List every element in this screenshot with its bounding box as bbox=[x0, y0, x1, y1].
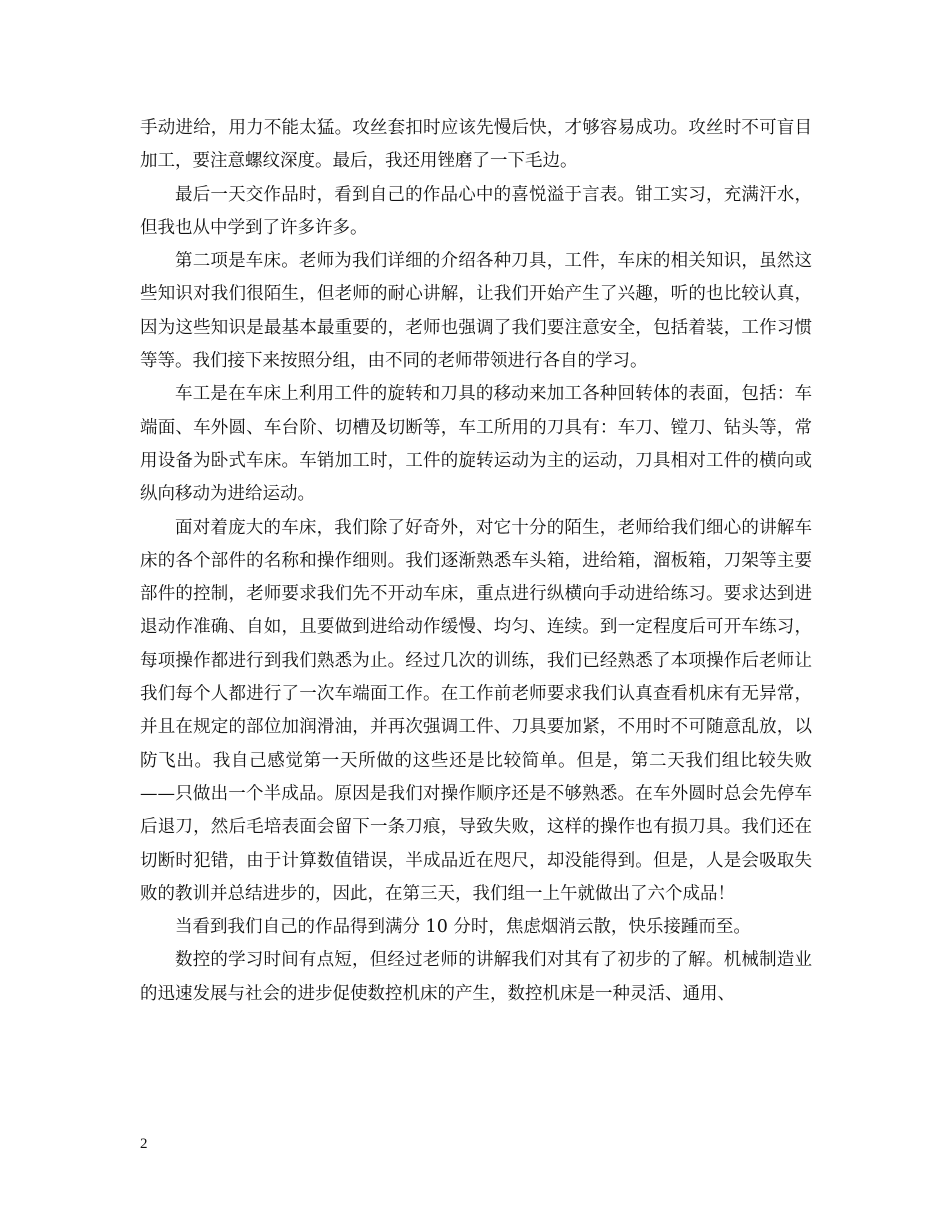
paragraph: 车工是在车床上利用工件的旋转和刀具的移动来加工各种回转体的表面，包括：车端面、车外圆、车台阶、切槽及切断等，车工所用的刀具有：车刀、镗刀、钻头等，常用设备为卧式车床。车销加工时，工件的旋转运动为主的运动，刀具相对工件的横向或纵向移动为进给运动。 bbox=[140, 384, 812, 505]
paragraph-continued: 手动进给，用力不能太猛。攻丝套扣时应该先慢后快，才够容易成功。攻丝时不可盲目加工，要注意螺纹深度。最后，我还用锉磨了一下毛边。 bbox=[140, 118, 812, 172]
paragraph: 数控的学习时间有点短，但经过老师的讲解我们对其有了初步的了解。机械制造业的迅速发展与社会的进步促使数控机床的产生，数控机床是一种灵活、通用、 bbox=[140, 950, 812, 1004]
paragraph: 第二项是车床。老师为我们详细的介绍各种刀具，工件，车床的相关知识，虽然这些知识对我们很陌生，但老师的耐心讲解，让我们开始产生了兴趣，听的也比较认真，因为这些知识是最基本最重要的，老师也强调了我们要注意安全，包括着装，工作习惯等等。我们接下来按照分组，由不同的老师带领进行各自的学习。 bbox=[140, 251, 812, 372]
page-number: 2 bbox=[140, 1136, 148, 1152]
paragraph: 当看到我们自己的作品得到满分 10 分时，焦虑烟消云散，快乐接踵而至。 bbox=[175, 917, 751, 938]
paragraph: 最后一天交作品时，看到自己的作品心中的喜悦溢于言表。钳工实习，充满汗水，但我也从中学到了许多许多。 bbox=[140, 184, 812, 238]
paragraph: 面对着庞大的车床，我们除了好奇外，对它十分的陌生，老师给我们细心的讲解车床的各个部件的名称和操作细则。我们逐渐熟悉车头箱，进给箱，溜板箱，刀架等主要部件的控制，老师要求我们先不开动车床，重点进行纵横向手动进给练习。要求达到进退动作准确、自如，且要做到进给动作缓慢、均匀、连续。到一定程度后可开车练习，每项操作都进行到我们熟悉为止。经过几次的训练，我们已经熟悉了本项操作后老师让我们每个人都进行了一次车端面工作。在工作前老师要求我们认真查看机床有无异常，并且在规定的部位加润滑油，并再次强调工件、刀具要加紧，不用时不可随意乱放，以防飞出。我自己感觉第一天所做的这些还是比较简单。但是，第二天我们组比较失败——只做出一个半成品。原因是我们对操作顺序还是不够熟悉。在车外圆时总会先停车后退刀，然后毛培表面会留下一条刀痕，导致失败，这样的操作也有损刀具。我们还在切断时犯错，由于计算数值错误，半成品近在咫尺，却没能得到。但是，人是会吸取失败的教训并总结进步的，因此，在第三天，我们组一上午就做出了六个成品！ bbox=[140, 517, 812, 904]
body-text bbox=[140, 112, 812, 1011]
